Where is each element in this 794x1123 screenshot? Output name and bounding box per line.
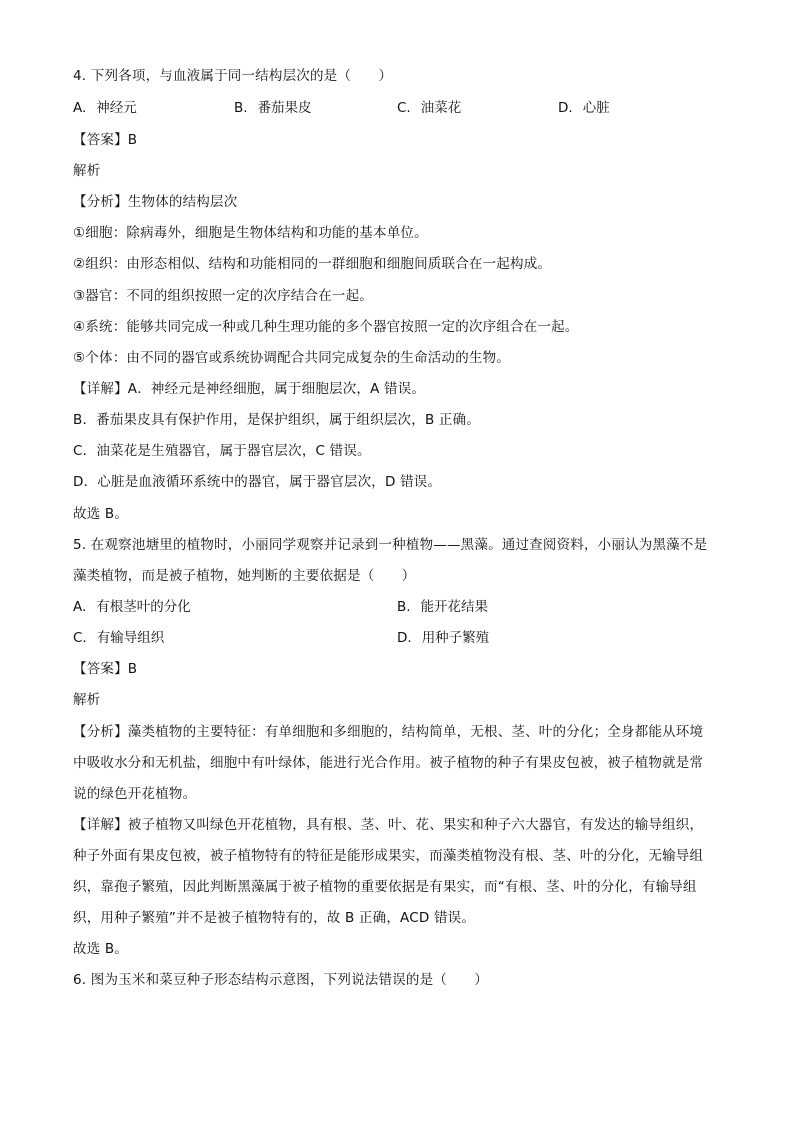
q5-stem-line: 藻类植物，而是被子植物，她判断的主要依据是（ ） [73, 568, 416, 584]
q4-line: 故选 B。 [73, 506, 129, 522]
q4-option-b: B. 番茄果皮 [234, 100, 312, 116]
q4-line: 【详解】A．神经元是神经细胞，属于细胞层次，A 错误。 [73, 381, 426, 397]
q4-line: ⑤个体：由不同的器官或系统协调配合共同完成复杂的生命活动的生物。 [73, 350, 511, 366]
q5-line: 故选 B。 [73, 941, 129, 957]
q4-line: B．番茄果皮具有保护作用，是保护组织，属于组织层次，B 正确。 [73, 412, 481, 428]
q4-option-d: D. 心脏 [558, 100, 610, 116]
q4-option-a: A. 神经元 [73, 100, 137, 116]
q4-stem: 4. 下列各项，与血液属于同一结构层次的是（ ） [73, 68, 393, 84]
q4-line: ①细胞：除病毒外，细胞是生物体结构和功能的基本单位。 [73, 225, 428, 241]
q5-line: 【分析】藻类植物的主要特征：有单细胞和多细胞的，结构简单，无根、茎、叶的分化；全身都能从环境 [73, 724, 704, 740]
q5-line: 织，用种子繁殖”并不是被子植物特有的，故 B 正确，ACD 错误。 [73, 910, 476, 926]
q5-option-b: B. 能开花结果 [397, 599, 489, 615]
q5-analysis-label: 解析 [73, 692, 101, 708]
q5-line: 说的绿色开花植物。 [73, 786, 197, 802]
q4-line: 【分析】生物体的结构层次 [73, 194, 238, 210]
q4-line: ④系统：能够共同完成一种或几种生理功能的多个器官按照一定的次序组合在一起。 [73, 319, 579, 335]
q4-analysis-label: 解析 [73, 163, 101, 179]
q5-option-a: A. 有根茎叶的分化 [73, 599, 191, 615]
q4-line: D．心脏是血液循环系统中的器官，属于器官层次，D 错误。 [73, 474, 442, 490]
q5-line: 【详解】被子植物又叫绿色开花植物，具有根、茎、叶、花、果实和种子六大器官，有发达的输导组织， [73, 817, 704, 833]
q5-line: 种子外面有果皮包被，被子植物特有的特征是能形成果实，而藻类植物没有根、茎、叶的分化，无输导组 [73, 848, 704, 864]
q4-line: C．油菜花是生殖器官，属于器官层次，C 错误。 [73, 443, 371, 459]
q4-line: ②组织：由形态相似、结构和功能相同的一群细胞和细胞间质联合在一起构成。 [73, 256, 552, 272]
q5-stem-line: 5. 在观察池塘里的植物时，小丽同学观察并记录到一种植物——黑藻。通过查阅资料，小丽认为黑藻不是 [73, 537, 708, 553]
q5-option-d: D. 用种子繁殖 [397, 630, 490, 646]
q5-line: 织，靠孢子繁殖，因此判断黑藻属于被子植物的重要依据是有果实，而“有根、茎、叶的分化，有输导组 [73, 879, 697, 895]
q5-line: 中吸收水分和无机盐，细胞中有叶绿体，能进行光合作用。被子植物的种子有果皮包被，被子植物就是常 [73, 755, 704, 771]
q4-answer: 【答案】B [73, 132, 138, 148]
q5-answer: 【答案】B [73, 661, 138, 677]
q4-option-c: C. 油菜花 [397, 100, 462, 116]
q6-stem: 6. 图为玉米和菜豆种子形态结构示意图，下列说法错误的是（ ） [73, 972, 489, 988]
q5-option-c: C. 有输导组织 [73, 630, 165, 646]
q4-line: ③器官：不同的组织按照一定的次序结合在一起。 [73, 288, 374, 304]
